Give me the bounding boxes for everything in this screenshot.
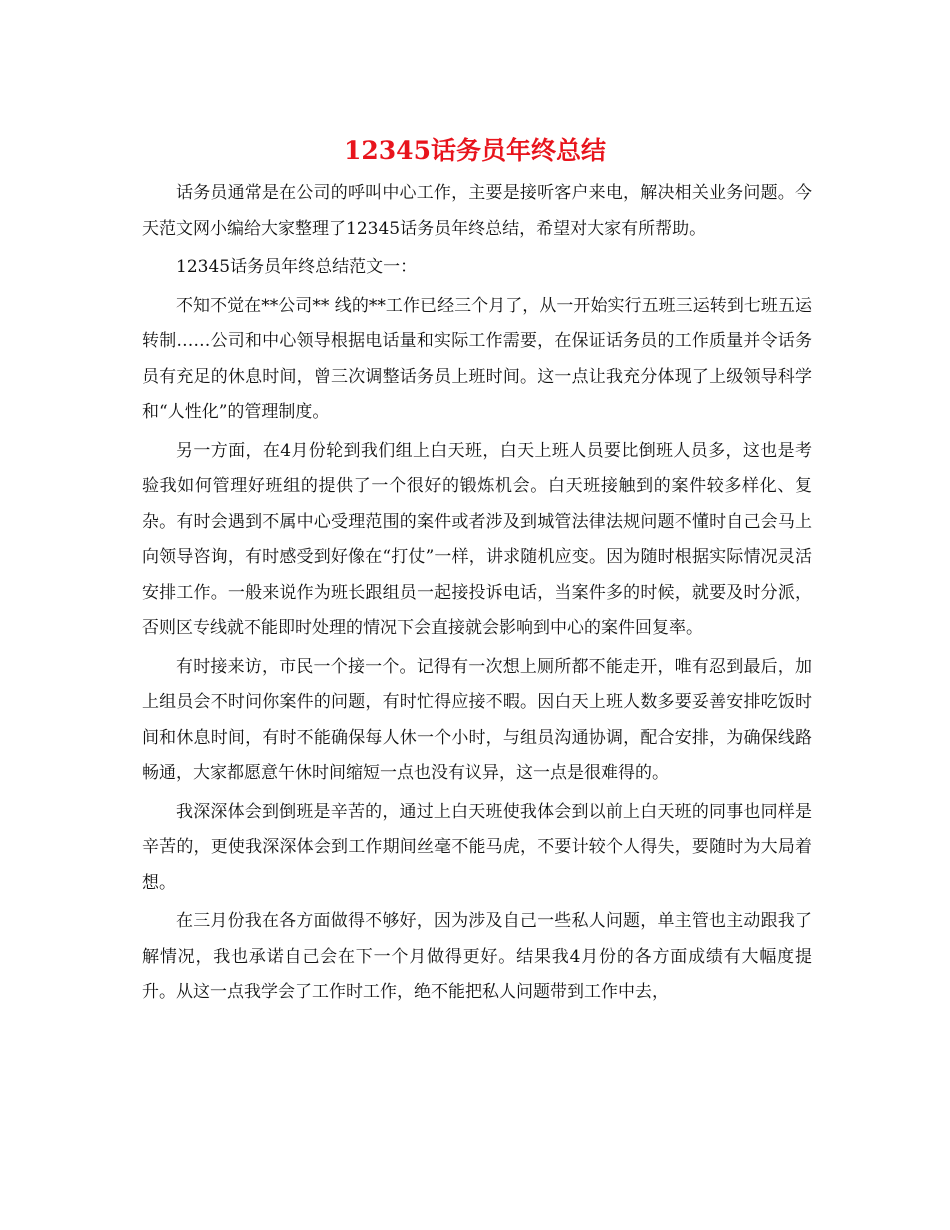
paragraph: 不知不觉在**公司** 线的**工作已经三个月了，从一开始实行五班三运转到七班五运转制……公司和中心领导根据电话量和实际工作需要，在保证话务员的工作质量并令话务员有充足的休息时间，曾三次调整话务员上班时间。这一点让我充分体现了上级领导科学和“人性化”的管理制度。	[142, 295, 812, 422]
paragraph: 我深深体会到倒班是辛苦的，通过上白天班使我体会到以前上白天班的同事也同样是辛苦的，更使我深深体会到工作期间丝毫不能马虎，不要计较个人得失，要随时为大局着想。	[142, 801, 812, 893]
paragraph-section-heading: 12345话务员年终总结范文一：	[176, 257, 418, 277]
document-title: 12345话务员年终总结	[344, 136, 606, 165]
paragraph: 有时接来访，市民一个接一个。记得有一次想上厕所都不能走开，唯有忍到最后，加上组员会不时问你案件的问题，有时忙得应接不暇。因白天上班人数多要妥善安排吃饭时间和休息时间，有时不能确保每人休一个小时，与组员沟通协调，配合安排，为确保线路畅通，大家都愿意午休时间缩短一点也没有议异，这一点是很难得的。	[142, 656, 812, 783]
paragraph: 在三月份我在各方面做得不够好，因为涉及自己一些私人问题，单主管也主动跟我了解情况，我也承诺自己会在下一个月做得更好。结果我4月份的各方面成绩有大幅度提升。从这一点我学会了工作时工作，绝不能把私人问题带到工作中去，	[142, 911, 812, 1002]
paragraph: 另一方面，在4月份轮到我们组上白天班，白天上班人员要比倒班人员多，这也是考验我如何管理好班组的提供了一个很好的锻炼机会。白天班接触到的案件较多样化、复杂。有时会遇到不属中心受理范围的案件或者涉及到城管法律法规问题不懂时自己会马上向领导咨询，有时感受到好像在“打仗”一样，讲求随机应变。因为随时根据实际情况灵活安排工作。一般来说作为班长跟组员一起接投诉电话，当案件多的时候，就要及时分派，否则区专线就不能即时处理的情况下会直接就会影响到中心的案件回复率。	[142, 440, 812, 638]
document-body	[142, 176, 812, 1014]
paragraph-intro: 话务员通常是在公司的呼叫中心工作，主要是接听客户来电，解决相关业务问题。今天范文网小编给大家整理了12345话务员年终总结，希望对大家有所帮助。	[142, 183, 812, 239]
